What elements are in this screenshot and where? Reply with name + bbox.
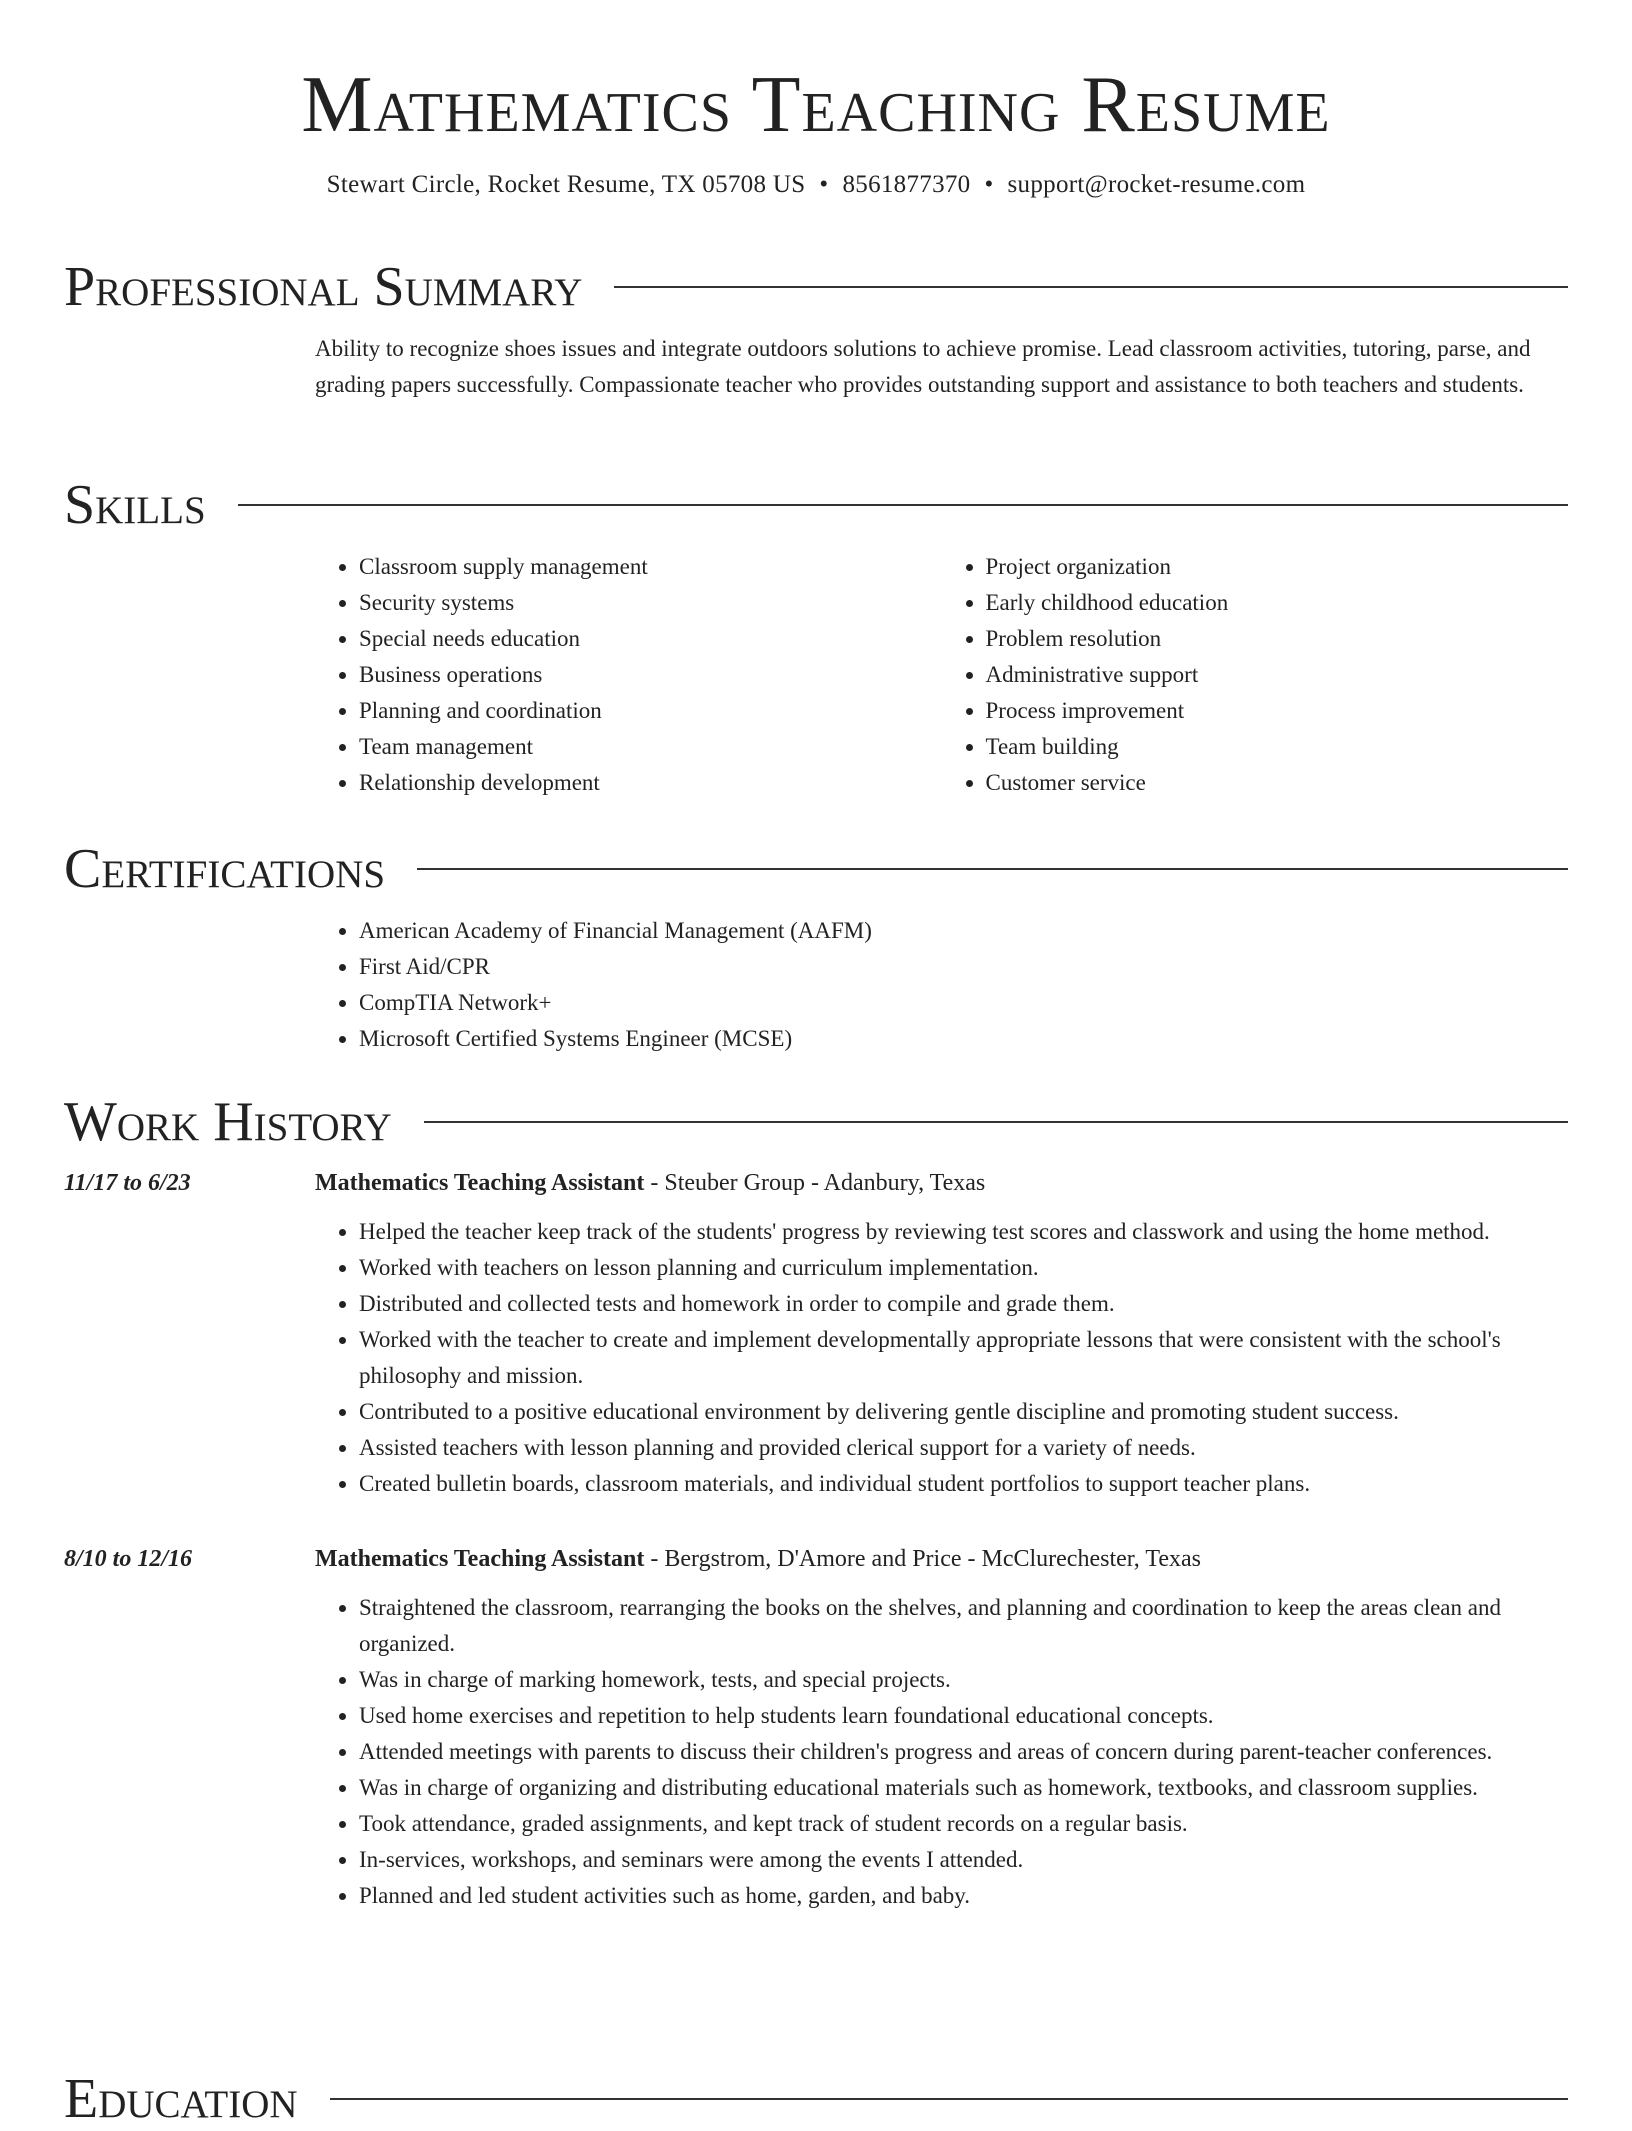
- skill-item: • Administrative support: [986, 657, 1569, 693]
- job-header: [64, 1166, 1568, 1200]
- section-title-certifications: Certifications: [64, 838, 386, 900]
- job-bullet: • Worked with the teacher to create and implement developmentally appropriate lessons that were consistent with the school's philosophy and mission.: [359, 1322, 1568, 1394]
- section-divider: [330, 2098, 1568, 2100]
- skill-item: • Team building: [986, 729, 1569, 765]
- section-title-summary: Professional Summary: [64, 256, 583, 318]
- skill-item: • Planning and coordination: [359, 693, 942, 729]
- job-position: [315, 1166, 985, 1200]
- phone: 8561877370: [842, 171, 971, 198]
- certification-item: • Microsoft Certified Systems Engineer (MCSE): [359, 1021, 1568, 1057]
- skill-item: • Business operations: [359, 657, 942, 693]
- separator-dot: •: [984, 171, 994, 198]
- summary-text: Ability to recognize shoes issues and integrate outdoors solutions to achieve promise. Lead classroom activities, tutoring, parse, and grading papers successfully. Compassionate teacher who provides outstanding support and assistance to both teachers and students.: [315, 336, 1531, 397]
- job-position: [315, 1542, 1201, 1576]
- skill-item: • Relationship development: [359, 765, 942, 801]
- certification-item: • American Academy of Financial Management (AAFM): [359, 913, 1568, 949]
- skills-list-left: [315, 549, 942, 801]
- job-bullet: • Straightened the classroom, rearranging the books on the shelves, and planning and coordination to keep the areas clean and organized.: [359, 1590, 1568, 1662]
- certifications-body: [315, 913, 1568, 1057]
- skill-item: • Customer service: [986, 765, 1569, 801]
- job-title: Mathematics Teaching Assistant: [315, 1546, 645, 1572]
- job-entry: [64, 1166, 1568, 1502]
- job-bullet: • Created bulletin boards, classroom materials, and individual student portfolios to support teacher plans.: [359, 1466, 1568, 1502]
- job-company: - Steuber Group - Adanbury, Texas: [644, 1170, 986, 1196]
- job-bullet: • Was in charge of organizing and distributing educational materials such as homework, textbooks, and classroom supplies.: [359, 1770, 1568, 1806]
- skills-grid: [315, 549, 1568, 801]
- job-header: [64, 1542, 1568, 1576]
- skills-list-right: [942, 549, 1569, 801]
- section-header: [64, 837, 1568, 901]
- email: support@rocket-resume.com: [1007, 171, 1306, 198]
- job-bullet: • Assisted teachers with lesson planning and provided clerical support for a variety of needs.: [359, 1430, 1568, 1466]
- job-bullet: • In-services, workshops, and seminars were among the events I attended.: [359, 1842, 1568, 1878]
- skills-section: [64, 473, 1568, 801]
- skill-item: • Team management: [359, 729, 942, 765]
- address: Stewart Circle, Rocket Resume, TX 05708 US: [326, 171, 806, 198]
- skill-item: • Project organization: [986, 549, 1569, 585]
- section-title-work-history: Work History: [64, 1091, 392, 1153]
- job-bullet: • Distributed and collected tests and homework in order to compile and grade them.: [359, 1286, 1568, 1322]
- certifications-list: [315, 913, 1568, 1057]
- skill-item: • Security systems: [359, 585, 942, 621]
- skill-item: • Problem resolution: [986, 621, 1569, 657]
- job-dates: 11/17 to 6/23: [64, 1170, 191, 1196]
- separator-dot: •: [819, 171, 829, 198]
- summary-body: [315, 331, 1568, 403]
- section-divider: [424, 1121, 1568, 1123]
- job-dates: 8/10 to 12/16: [64, 1546, 193, 1572]
- job-bullet: • Took attendance, graded assignments, and kept track of student records on a regular basis.: [359, 1806, 1568, 1842]
- section-divider: [417, 868, 1568, 870]
- resume-page: [64, 0, 1568, 2130]
- section-header: [64, 473, 1568, 537]
- job-bullet: • Attended meetings with parents to discuss their children's progress and areas of concern during parent-teacher conferences.: [359, 1734, 1568, 1770]
- certification-item: • CompTIA Network+: [359, 985, 1568, 1021]
- job-title: Mathematics Teaching Assistant: [315, 1170, 645, 1196]
- education-section: [64, 2067, 1568, 2131]
- certification-item: • First Aid/CPR: [359, 949, 1568, 985]
- job-company: - Bergstrom, D'Amore and Price - McClurechester, Texas: [644, 1546, 1201, 1572]
- job-bullet: • Contributed to a positive educational environment by delivering gentle discipline and promoting student success.: [359, 1394, 1568, 1430]
- job-bullet: • Planned and led student activities such as home, garden, and baby.: [359, 1878, 1568, 1914]
- section-header: [64, 2067, 1568, 2131]
- resume-name: Mathematics Teaching Resume: [301, 61, 1331, 149]
- section-header: [64, 1090, 1568, 1154]
- job-bullet: • Used home exercises and repetition to help students learn foundational educational concepts.: [359, 1698, 1568, 1734]
- professional-summary-section: [64, 255, 1568, 403]
- section-title-skills: Skills: [64, 474, 206, 536]
- section-header: [64, 255, 1568, 319]
- skill-item: • Process improvement: [986, 693, 1569, 729]
- job-bullets: [315, 1590, 1568, 1914]
- skill-item: • Special needs education: [359, 621, 942, 657]
- job-bullet: • Was in charge of marking homework, tests, and special projects.: [359, 1662, 1568, 1698]
- work-history-section: [64, 1090, 1568, 1914]
- job-bullet: • Helped the teacher keep track of the students' progress by reviewing test scores and classwork and using the home method.: [359, 1214, 1568, 1250]
- section-divider: [614, 286, 1568, 288]
- job-entry: [64, 1542, 1568, 1914]
- job-bullets: [315, 1214, 1568, 1502]
- contact-line: [64, 168, 1568, 202]
- skill-item: • Classroom supply management: [359, 549, 942, 585]
- job-bullet: • Worked with teachers on lesson planning and curriculum implementation.: [359, 1250, 1568, 1286]
- section-divider: [238, 504, 1568, 506]
- certifications-section: [64, 837, 1568, 1057]
- skill-item: • Early childhood education: [986, 585, 1569, 621]
- section-title-education: Education: [64, 2068, 298, 2130]
